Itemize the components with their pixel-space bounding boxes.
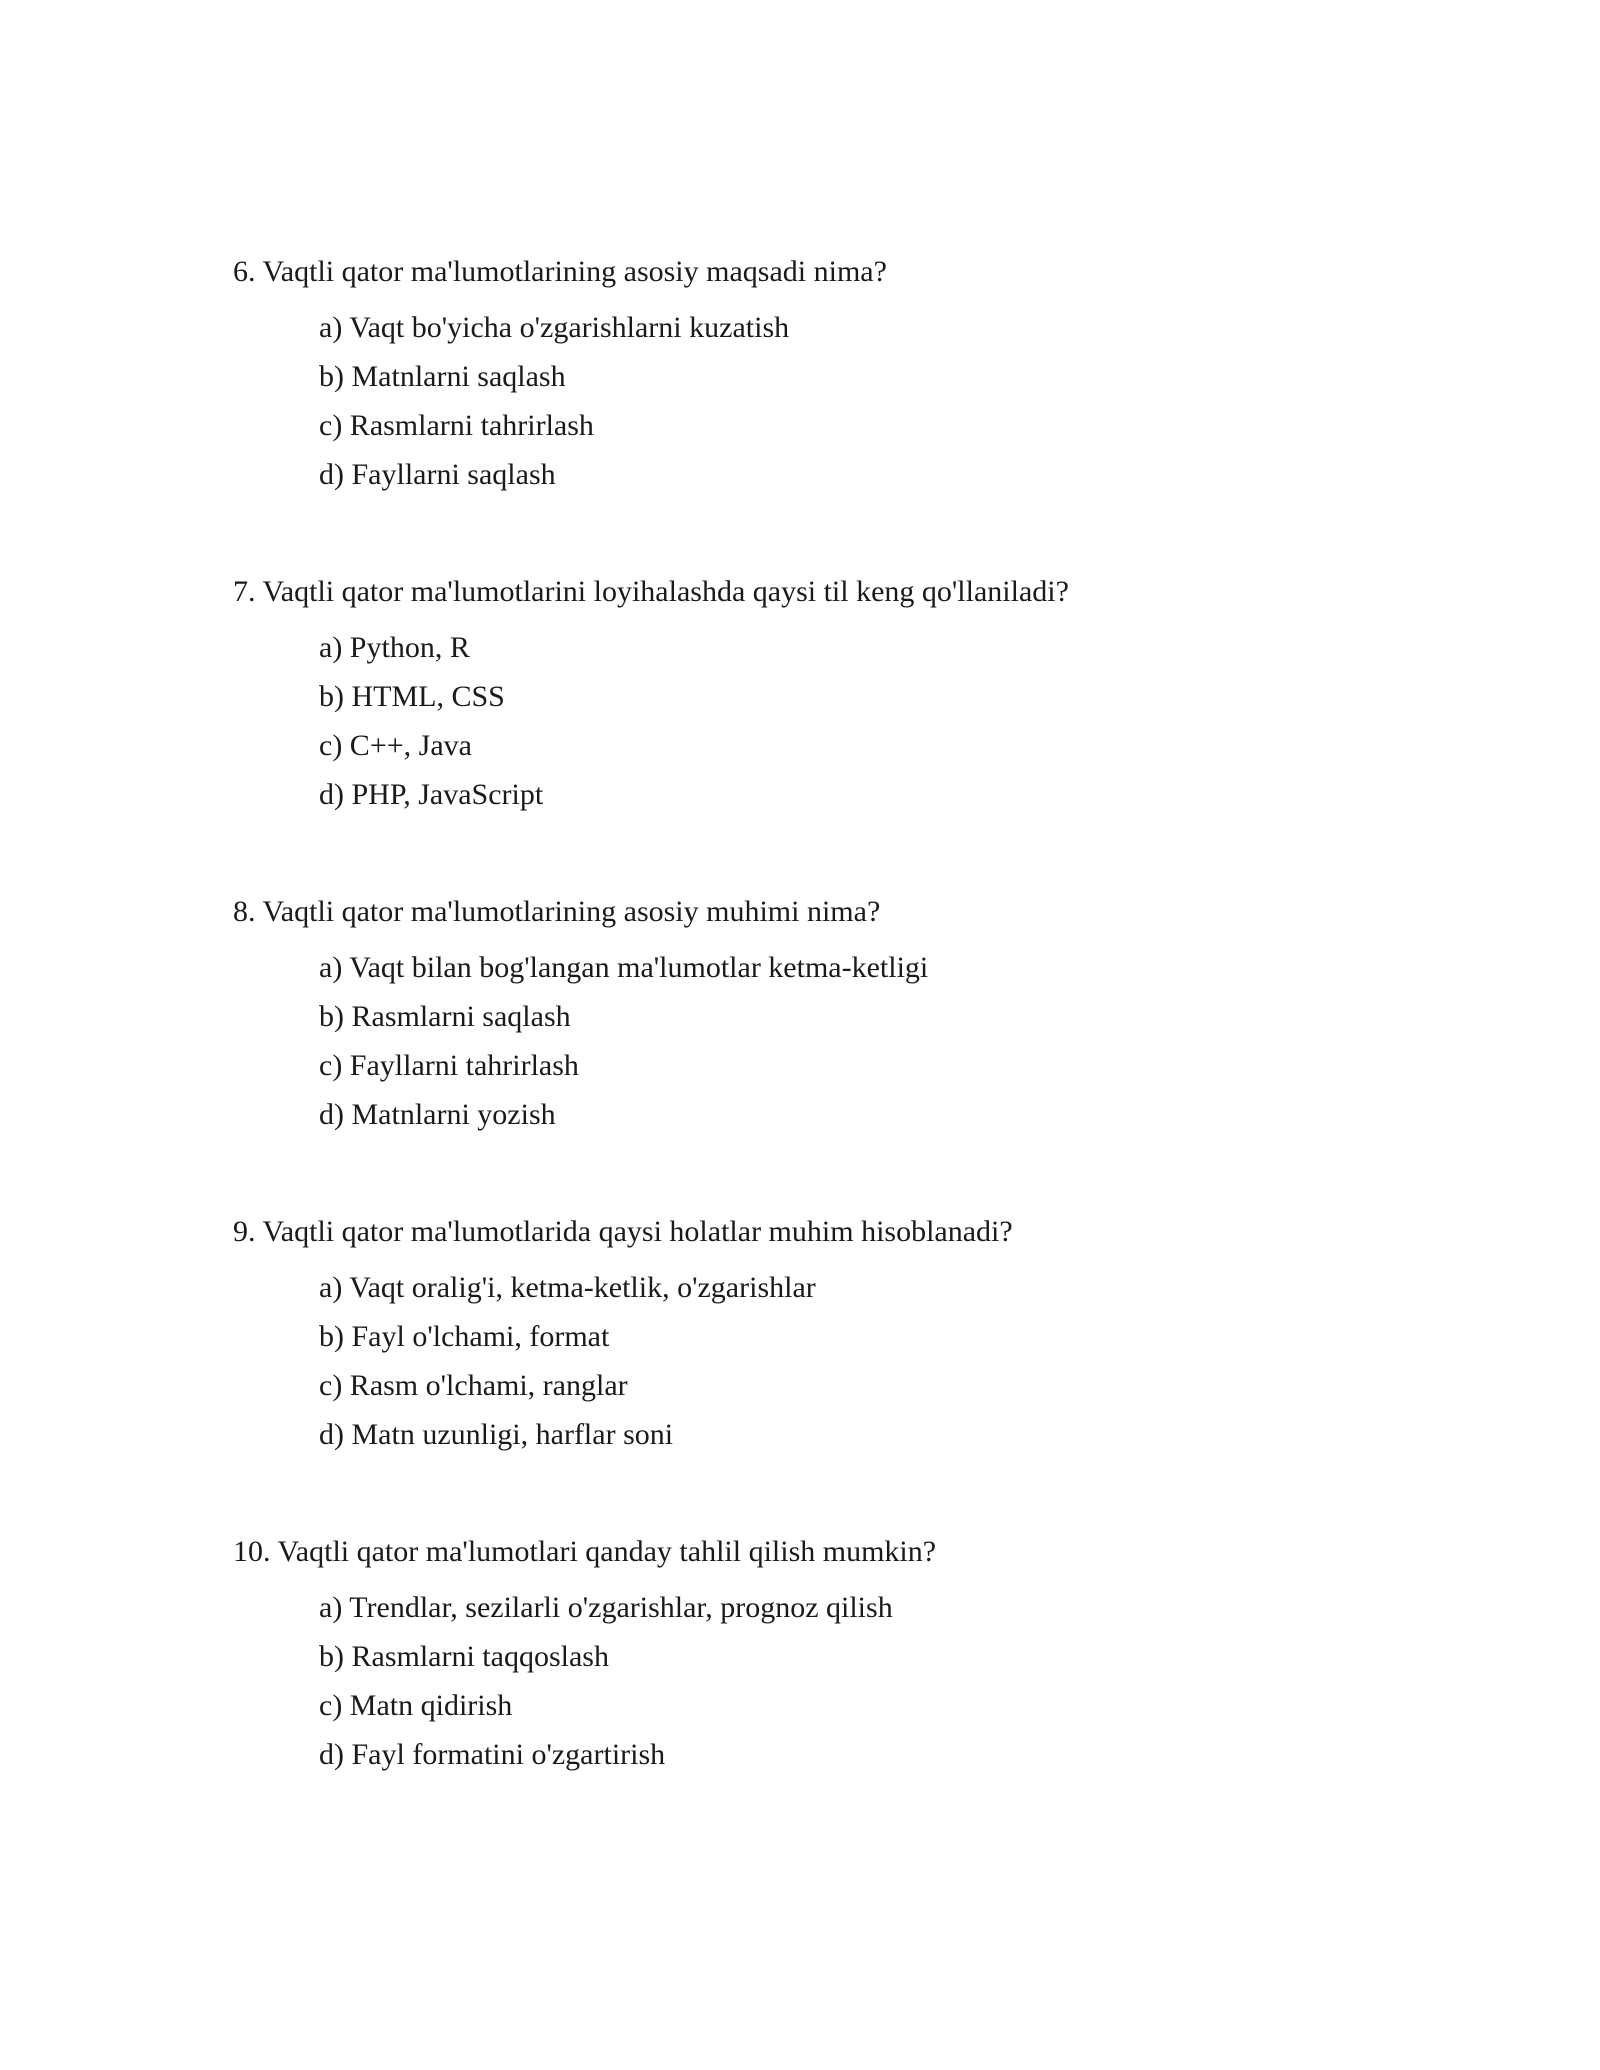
question-text: 7. Vaqtli qator ma'lumotlarini loyihalashda qaysi til keng qo'llaniladi? xyxy=(233,575,1069,608)
answer-option-c: c) Rasm o'lchami, ranglar xyxy=(319,1369,628,1402)
question-10 xyxy=(233,1534,1433,1786)
answer-option-c: c) Rasmlarni tahrirlash xyxy=(319,409,594,442)
question-7 xyxy=(233,574,1433,826)
answer-options xyxy=(233,310,1433,506)
question-9 xyxy=(233,1214,1433,1466)
answer-option-d: d) Fayl formatini o'zgartirish xyxy=(319,1738,666,1771)
answer-option-a: a) Trendlar, sezilarli o'zgarishlar, prognoz qilish xyxy=(319,1591,893,1624)
answer-option-a: a) Vaqt bilan bog'langan ma'lumotlar ketma-ketligi xyxy=(319,951,929,984)
answer-option-d: d) Matnlarni yozish xyxy=(319,1098,556,1131)
answer-option-d: d) Matn uzunligi, harflar soni xyxy=(319,1418,674,1451)
answer-options xyxy=(233,630,1433,826)
answer-options xyxy=(233,950,1433,1146)
answer-option-d: d) Fayllarni saqlash xyxy=(319,458,556,491)
answer-option-c: c) Fayllarni tahrirlash xyxy=(319,1049,579,1082)
question-6 xyxy=(233,254,1433,506)
answer-option-a: a) Python, R xyxy=(319,631,470,664)
answer-options xyxy=(233,1590,1433,1786)
question-text: 9. Vaqtli qator ma'lumotlarida qaysi holatlar muhim hisoblanadi? xyxy=(233,1215,1013,1248)
answer-option-a: a) Vaqt oralig'i, ketma-ketlik, o'zgarishlar xyxy=(319,1271,816,1304)
question-8 xyxy=(233,894,1433,1146)
answer-option-c: c) Matn qidirish xyxy=(319,1689,513,1722)
answer-options xyxy=(233,1270,1433,1466)
answer-option-d: d) PHP, JavaScript xyxy=(319,778,544,811)
answer-option-b: b) Fayl o'lchami, format xyxy=(319,1320,610,1353)
answer-option-b: b) Matnlarni saqlash xyxy=(319,360,566,393)
answer-option-b: b) HTML, CSS xyxy=(319,680,505,713)
answer-option-b: b) Rasmlarni taqqoslash xyxy=(319,1640,609,1673)
answer-option-b: b) Rasmlarni saqlash xyxy=(319,1000,571,1033)
question-text: 10. Vaqtli qator ma'lumotlari qanday tahlil qilish mumkin? xyxy=(233,1535,937,1568)
question-text: 6. Vaqtli qator ma'lumotlarining asosiy maqsadi nima? xyxy=(233,255,887,288)
question-text: 8. Vaqtli qator ma'lumotlarining asosiy muhimi nima? xyxy=(233,895,881,928)
answer-option-a: a) Vaqt bo'yicha o'zgarishlarni kuzatish xyxy=(319,311,790,344)
answer-option-c: c) C++, Java xyxy=(319,729,472,762)
